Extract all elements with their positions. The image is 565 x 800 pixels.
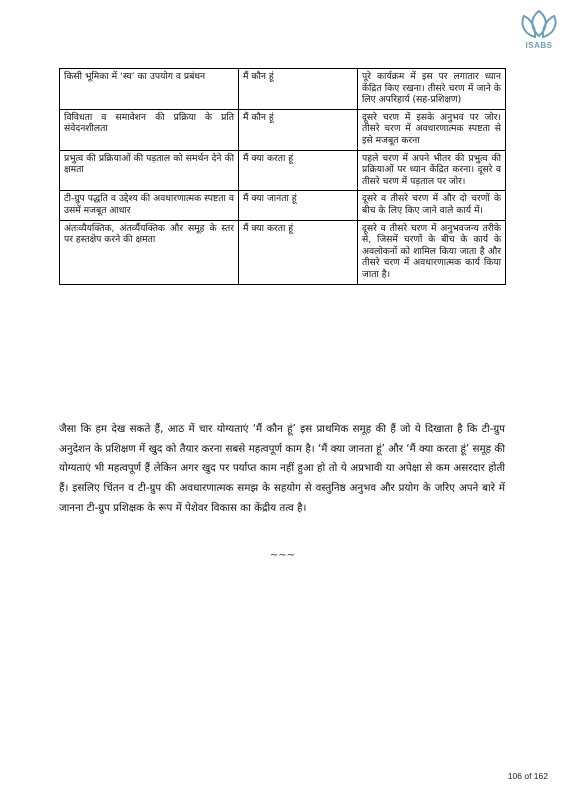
section-separator: ~~~ bbox=[269, 550, 296, 561]
category-cell: मैं क्या जानता हूं bbox=[239, 191, 358, 220]
competency-cell: किसी भूमिका में ‘स्व’ का उपयोग व प्रबंधन bbox=[60, 69, 239, 110]
category-cell: मैं क्या करता हूं bbox=[239, 150, 358, 191]
logo-text: ISABS bbox=[525, 41, 553, 50]
category-cell: मैं कौन हूं bbox=[239, 109, 358, 150]
table-row bbox=[60, 220, 506, 284]
competency-cell: प्रभुत्व की प्रक्रियाओं की पड़ताल को समर्थन देने की क्षमता bbox=[60, 150, 239, 191]
stage-cell: दूसरे व तीसरे चरण में और दो चरणों के बीच के लिए किए जाने वाले कार्य में। bbox=[358, 191, 506, 220]
table-row bbox=[60, 191, 506, 220]
competency-cell: टी-ग्रुप पद्धति व उद्देश्य की अवधारणात्मक स्पष्टता व उसमें मजबूत आधार bbox=[60, 191, 239, 220]
stage-cell: पहले चरण में अपने भीतर की प्रभुत्व की प्रक्रियाओं पर ध्यान केंद्रित करना। दूसरे व तीसरे चरण में पड़ताल पर जोर। bbox=[358, 150, 506, 191]
competency-cell: विविधता व समावेशन की प्रक्रिया के प्रति संवेदनशीलता bbox=[60, 109, 239, 150]
table-row bbox=[60, 150, 506, 191]
isabs-logo bbox=[518, 8, 560, 50]
competency-table bbox=[59, 68, 506, 285]
stage-cell: दूसरे व तीसरे चरण में अनुभवजन्य तरीके से, जिसमें चरणों के बीच के कार्य के अवलोकनों को शामिल किया जाता है और तीसरे चरण में अवधारणात्मक कार्य किया जाता है। bbox=[358, 220, 506, 284]
category-cell: मैं कौन हूं bbox=[239, 69, 358, 110]
page-number: 106 of 162 bbox=[507, 771, 548, 781]
body-paragraph: जैसा कि हम देख सकते हैं, आठ में चार योग्यताएं ‘मैं कौन हूं’ इस प्राथमिक समूह की हैं जो ये दिखाता है कि टी-ग्रुप अनुदेशन के प्रशिक्षण में खुद को तैयार करना सबसे महत्वपूर्ण काम है। ‘मैं क्या जानता हूं’ और ‘मैं क्या करता हूं’ समूह की योग्यताएं भी महत्वपूर्ण हैं लेकिन अगर खुद पर पर्याप्त काम नहीं हुआ हो तो ये अप्रभावी या अपेक्षा से कम असरदार होती हैं। इसलिए चिंतन व टी-ग्रुप की अवधारणात्मक समझ के सहयोग से वस्तुनिष्ठ अनुभव और प्रयोग के जरिए अपने बारे में जानना टी-ग्रुप प्रशिक्षक के रूप में पेशेवर विकास का केंद्रीय तत्व है। bbox=[59, 423, 505, 514]
competency-cell: अंतःव्यैयक्तिक, अंतर्व्यैयक्तिक और समूह के स्तर पर हस्तक्षेप करने की क्षमता bbox=[60, 220, 239, 284]
table-row bbox=[60, 69, 506, 110]
table-row bbox=[60, 109, 506, 150]
stage-cell: पूरे कार्यक्रम में इस पर लगातार ध्यान केंद्रित किए रखना। तीसरे चरण में जाने के लिए अपरिहार्य (सह-प्रशिक्षण) bbox=[358, 69, 506, 110]
stage-cell: दूसरे चरण में इसके अनुभव पर जोर। तीसरे चरण में अवधारणात्मक स्पष्टता से इसे मजबूत करना bbox=[358, 109, 506, 150]
logo-petals-icon bbox=[518, 8, 560, 40]
category-cell: मैं क्या करता हूं bbox=[239, 220, 358, 284]
